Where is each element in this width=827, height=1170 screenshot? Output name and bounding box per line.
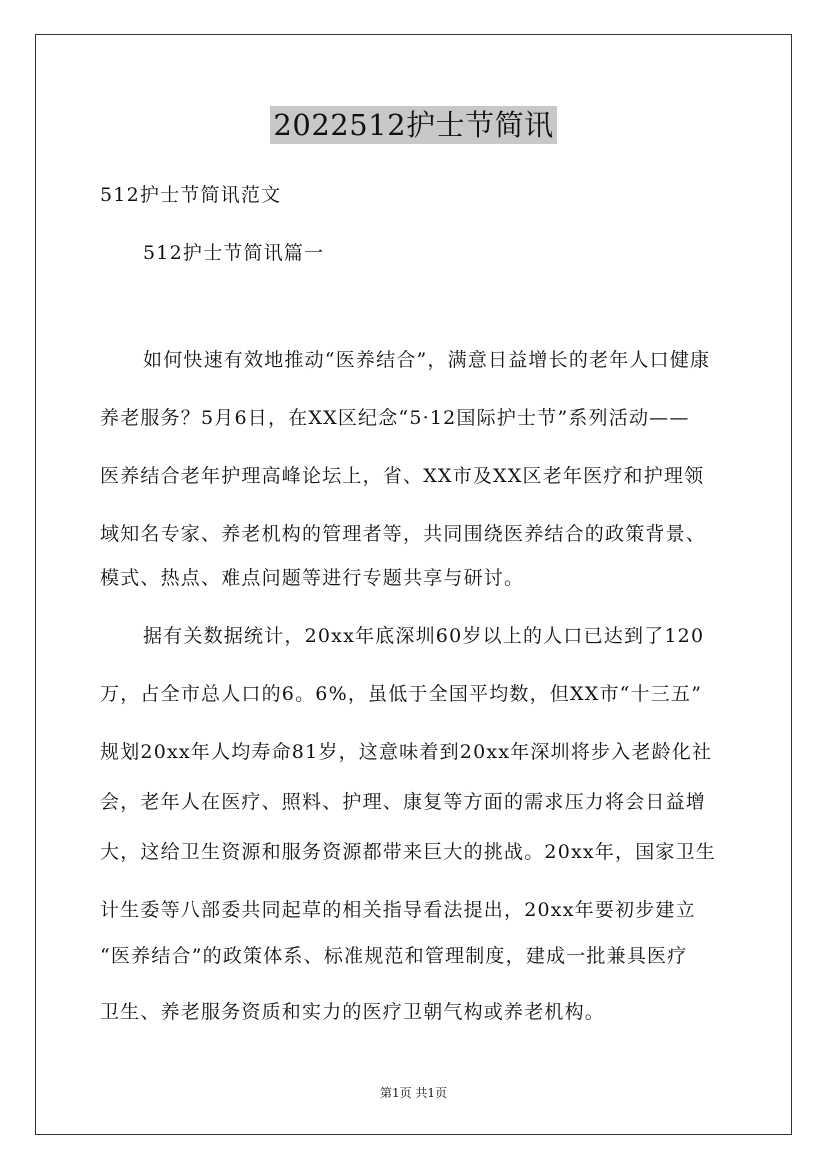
document-title-wrap — [0, 103, 827, 144]
body-line: 会，老年人在医疗、照料、护理、康复等方面的需求压力将会日益增 — [100, 791, 707, 813]
body-line: 万，占全市总人口的6。6%，虽低于全国平均数，但XX市“十三五” — [100, 683, 703, 705]
body-line: 计生委等八部委共同起草的相关指导看法提出，20xx年要初步建立 — [100, 899, 696, 921]
document-subtitle: 512护士节简讯范文 — [100, 184, 282, 206]
body-line: 规划20xx年人均寿命81岁，这意味着到20xx年深圳将步入老龄化社 — [100, 741, 713, 763]
body-line: 卫生、养老服务资质和实力的医疗卫朝气构或养老机构。 — [100, 1001, 606, 1023]
body-line: 据有关数据统计，20xx年底深圳60岁以上的人口已达到了120 — [143, 625, 705, 647]
body-line: 大，这给卫生资源和服务资源都带来巨大的挑战。20xx年，国家卫生 — [100, 841, 717, 863]
page-number-footer: 第1页 共1页 — [379, 1086, 448, 1100]
body-line: “医养结合”的政策体系、标准规范和管理制度，建成一批兼具医疗 — [100, 945, 688, 967]
body-line: 医养结合老年护理高峰论坛上，省、XX市及XX区老年医疗和护理领 — [100, 465, 705, 487]
section-heading: 512护士节简讯篇一 — [143, 242, 325, 264]
body-line: 模式、热点、难点问题等进行专题共享与研讨。 — [100, 567, 525, 589]
body-line: 如何快速有效地推动“医养结合”，满意日益增长的老年人口健康 — [143, 349, 711, 371]
document-title[interactable]: 2022512护士节简讯 — [270, 106, 556, 144]
body-line: 养老服务？5月6日，在XX区纪念“5·12国际护士节”系列活动—— — [100, 407, 690, 429]
body-line: 域知名专家、养老机构的管理者等，共同围绕医养结合的政策背景、 — [100, 523, 707, 545]
